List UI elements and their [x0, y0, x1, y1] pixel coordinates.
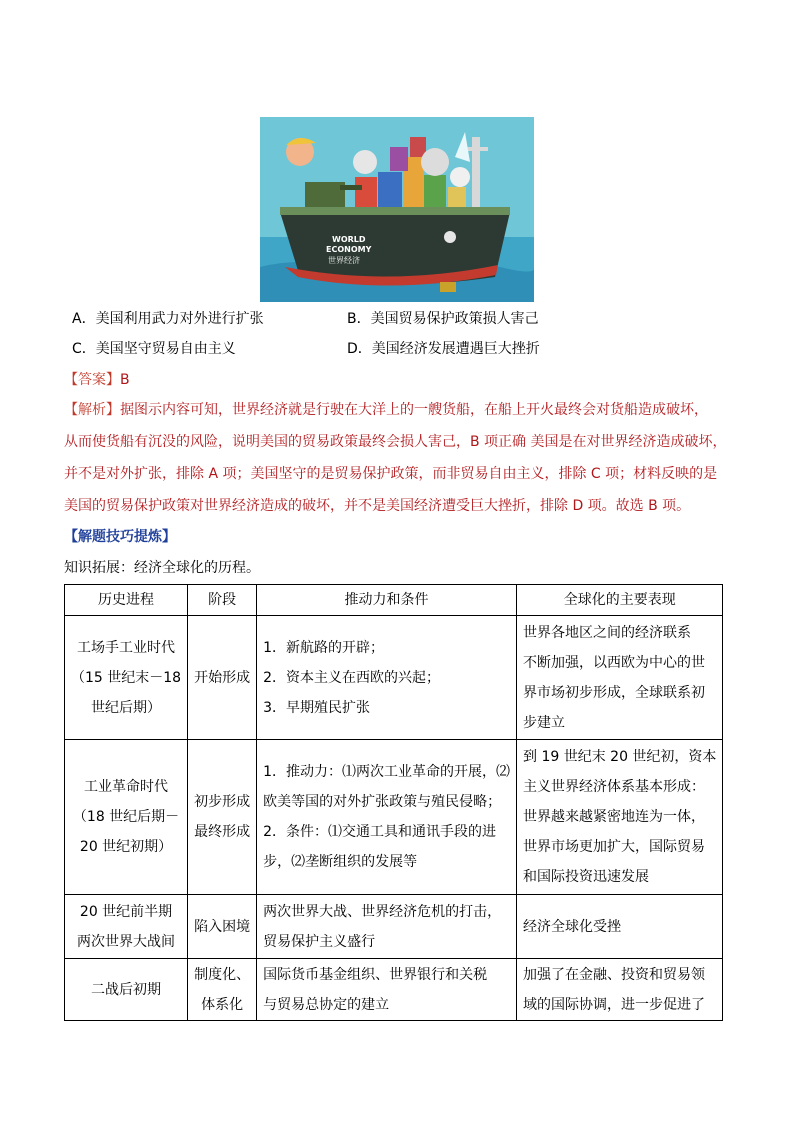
cell-text: 初步形成 — [194, 794, 251, 810]
cell-text: 20 世纪初期） — [79, 839, 173, 855]
cell-period — [65, 959, 188, 1021]
cell-manifest — [517, 895, 723, 959]
cell-text: 体系化 — [201, 996, 244, 1013]
header-period: 历史进程 — [65, 585, 188, 616]
option-c: C．美国坚守贸易自由主义 — [72, 341, 236, 357]
cell-text: 步建立 — [523, 714, 565, 731]
cell-text: （15 世纪末－18 — [71, 669, 182, 686]
cell-text: 2．条件：⑴交通工具和通讯手段的进 — [263, 824, 496, 840]
cell-stage — [188, 740, 257, 895]
tips-title: 【解题技巧提炼】 — [64, 529, 176, 545]
analysis-label: 【解析】 — [64, 402, 120, 418]
cell-text: 域的国际协调，进一步促进了 — [523, 996, 705, 1013]
cell-text: 2．资本主义在西欧的兴起； — [263, 669, 441, 686]
cell-text: 到 19 世纪末 20 世纪初，资本 — [523, 749, 717, 765]
option-a: A．美国利用武力对外进行扩张 — [72, 311, 264, 327]
option-d: D．美国经济发展遭遇巨大挫折 — [347, 341, 540, 357]
cell-manifest — [517, 740, 723, 895]
cell-text: 和国际投资迅速发展 — [523, 869, 649, 885]
cell-text: 步，⑵垄断组织的发展等 — [263, 854, 418, 870]
cell-text: 国际货币基金组织、世界银行和关税 — [263, 966, 488, 983]
analysis-line-3: 并不是对外扩张，排除 A 项；美国坚守的是贸易保护政策，而非贸易自由主义，排除 C 项；材料反映的是 — [64, 466, 718, 482]
cell-text: 不断加强，以西欧为中心的世 — [523, 654, 705, 671]
cell-stage — [188, 895, 257, 959]
answer-line — [64, 370, 130, 390]
cell-stage — [188, 959, 257, 1021]
cell-text: 加强了在金融、投资和贸易领 — [523, 966, 705, 983]
table-header-row — [65, 585, 723, 616]
cell-text: 最终形成 — [194, 824, 251, 840]
cell-text: 制度化、 — [194, 966, 251, 983]
cell-manifest — [517, 616, 723, 740]
cell-period — [65, 740, 188, 895]
cell-forces — [257, 616, 517, 740]
cell-forces — [257, 959, 517, 1021]
cell-manifest — [517, 959, 723, 1021]
ship-label-economy: ECONOMY — [326, 245, 372, 254]
cell-text: 世界市场更加扩大，国际贸易 — [523, 839, 705, 855]
cell-text: 世界越来越紧密地连为一体， — [523, 809, 705, 825]
cell-text: 3．早期殖民扩张 — [263, 699, 371, 716]
globalization-table — [64, 584, 723, 1021]
answer-value: B — [120, 372, 130, 388]
header-forces: 推动力和条件 — [257, 585, 517, 616]
cell-text: 界市场初步形成，全球联系初 — [523, 684, 705, 701]
cell-text: 两次世界大战、世界经济危机的打击， — [263, 903, 502, 920]
option-b: B．美国贸易保护政策损人害己 — [347, 311, 539, 327]
cell-text: 二战后初期 — [91, 981, 162, 998]
table-row — [65, 959, 723, 1021]
cell-text: 与贸易总协定的建立 — [263, 996, 390, 1013]
cell-text: 20 世纪前半期 — [79, 903, 173, 920]
header-stage: 阶段 — [188, 585, 257, 616]
cell-text: 开始形成 — [194, 669, 251, 686]
cell-forces — [257, 740, 517, 895]
table-row — [65, 616, 723, 740]
cell-text: 世纪后期） — [91, 699, 162, 716]
table-row — [65, 895, 723, 959]
analysis-line-4: 美国的贸易保护政策对世界经济造成的破坏，并不是美国经济遭受巨大挫折，排除 D 项。故选 B 项。 — [64, 498, 691, 514]
answer-label: 【答案】 — [64, 372, 120, 388]
table-row — [65, 740, 723, 895]
cell-text: 主义世界经济体系基本形成： — [523, 779, 705, 795]
cell-text: 经济全球化受挫 — [523, 918, 621, 935]
cell-text: 工场手工业时代 — [77, 639, 176, 656]
analysis-line-1 — [64, 400, 708, 420]
cell-forces — [257, 895, 517, 959]
cell-period — [65, 895, 188, 959]
ship-label-world: WORLD — [332, 235, 366, 244]
cell-stage — [188, 616, 257, 740]
cell-text: 贸易保护主义盛行 — [263, 933, 376, 950]
analysis-text-1: 据图示内容可知，世界经济就是行驶在大洋上的一艘货船，在船上开火最终会对货船造成破坏， — [120, 402, 708, 418]
cell-text: （18 世纪后期－ — [72, 809, 180, 825]
cell-text: 两次世界大战间 — [77, 933, 176, 950]
ship-label-chinese: 世界经济 — [328, 256, 360, 265]
cell-text: 1．推动力：⑴两次工业革命的开展，⑵ — [263, 764, 510, 780]
header-manifest: 全球化的主要表现 — [517, 585, 723, 616]
cell-text: 工业革命时代 — [84, 779, 169, 795]
analysis-line-2: 从而使货船有沉没的风险，说明美国的贸易政策最终会损人害己，B 项正确 美国是在对世界经济造成破坏， — [64, 434, 727, 450]
cell-period — [65, 616, 188, 740]
cell-text: 世界各地区之间的经济联系 — [523, 624, 691, 641]
cell-text: 1．新航路的开辟； — [263, 639, 385, 656]
cell-text: 陷入困境 — [194, 918, 251, 935]
cartoon-illustration — [260, 117, 534, 302]
cargo-ship-cartoon — [260, 117, 534, 302]
cell-text: 欧美等国的对外扩张政策与殖民侵略； — [263, 794, 502, 810]
knowledge-intro: 知识拓展：经济全球化的历程。 — [64, 560, 260, 576]
